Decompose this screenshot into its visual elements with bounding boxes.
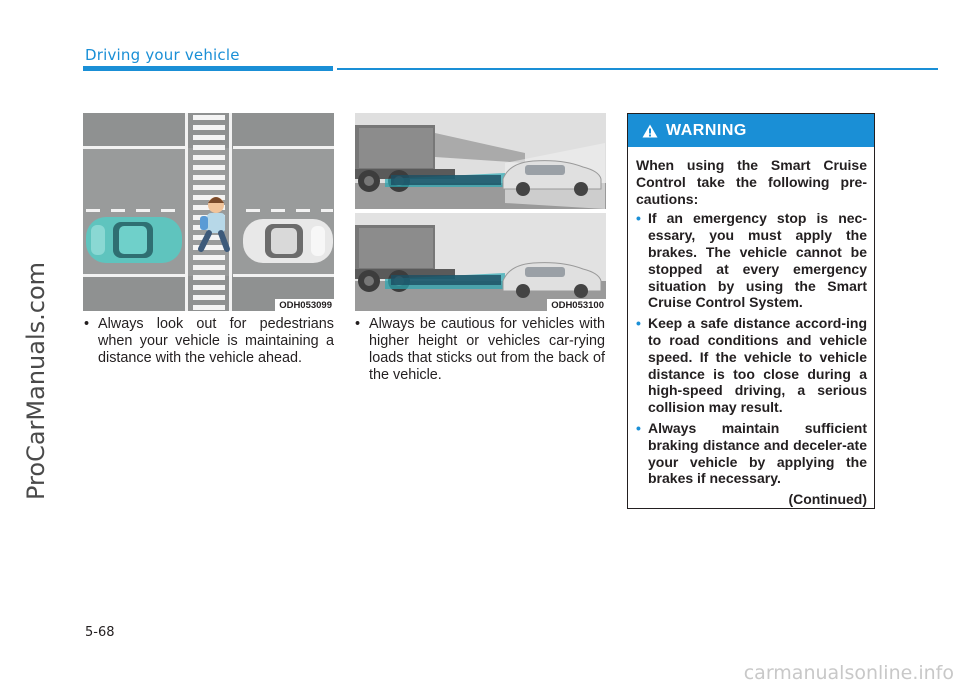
bullet-marker: •	[355, 316, 361, 332]
side-watermark: ProCarManuals.com	[22, 261, 50, 500]
warning-item	[636, 420, 867, 487]
bullet-tall-vehicles	[355, 316, 605, 384]
bullet-marker: •	[84, 316, 90, 332]
page-number: 5-68	[85, 625, 115, 640]
warning-bullet: •	[636, 419, 641, 436]
truck-illustration	[355, 113, 606, 311]
figure-code-right: ODH053100	[547, 299, 606, 311]
bullet-text: Always look out for pedestrians when your vehicle is maintaining a distance with the vehicle ahead.	[98, 316, 334, 366]
figure-code-left: ODH053099	[275, 299, 334, 311]
warning-item	[636, 315, 867, 416]
figure-truck-following	[355, 113, 606, 311]
warning-continued: (Continued)	[788, 491, 867, 508]
bullet-pedestrians	[84, 316, 334, 367]
warning-item-text: Always maintain sufficient braking distance and deceler-ate your vehicle by applying the brakes if necessary.	[648, 419, 867, 487]
warning-intro: When using the Smart Cruise Control take the following pre-cautions:	[636, 157, 867, 207]
warning-header	[628, 114, 874, 147]
warning-body	[628, 147, 874, 508]
warning-item-text: Keep a safe distance accord-ing to road conditions and vehicle speed. If the vehicle to vehicle distance is too close during a high-speed driving, a serious collision may result.	[648, 315, 867, 416]
warning-item-text: If an emergency stop is nec-essary, you must apply the brakes. The vehicle cannot be stopped at every emergency situation by using the Smart Cruise Control System.	[648, 210, 867, 311]
figure-pedestrian-crosswalk	[83, 113, 334, 311]
warning-triangle-icon	[642, 124, 658, 138]
header-rule-thin	[337, 68, 938, 70]
warning-bullet: •	[636, 315, 641, 332]
warning-box	[627, 113, 875, 509]
bullet-text: Always be cautious for vehicles with higher height or vehicles car-rying loads that sticks out from the back of the vehicle.	[369, 316, 605, 383]
section-title: Driving your vehicle	[85, 46, 240, 64]
warning-bullet: •	[636, 210, 641, 227]
header-rule-thick	[83, 66, 333, 71]
bottom-watermark: carmanualsonline.info	[743, 662, 954, 684]
warning-title: WARNING	[666, 121, 747, 139]
warning-item	[636, 210, 867, 311]
crosswalk-illustration	[83, 113, 334, 311]
